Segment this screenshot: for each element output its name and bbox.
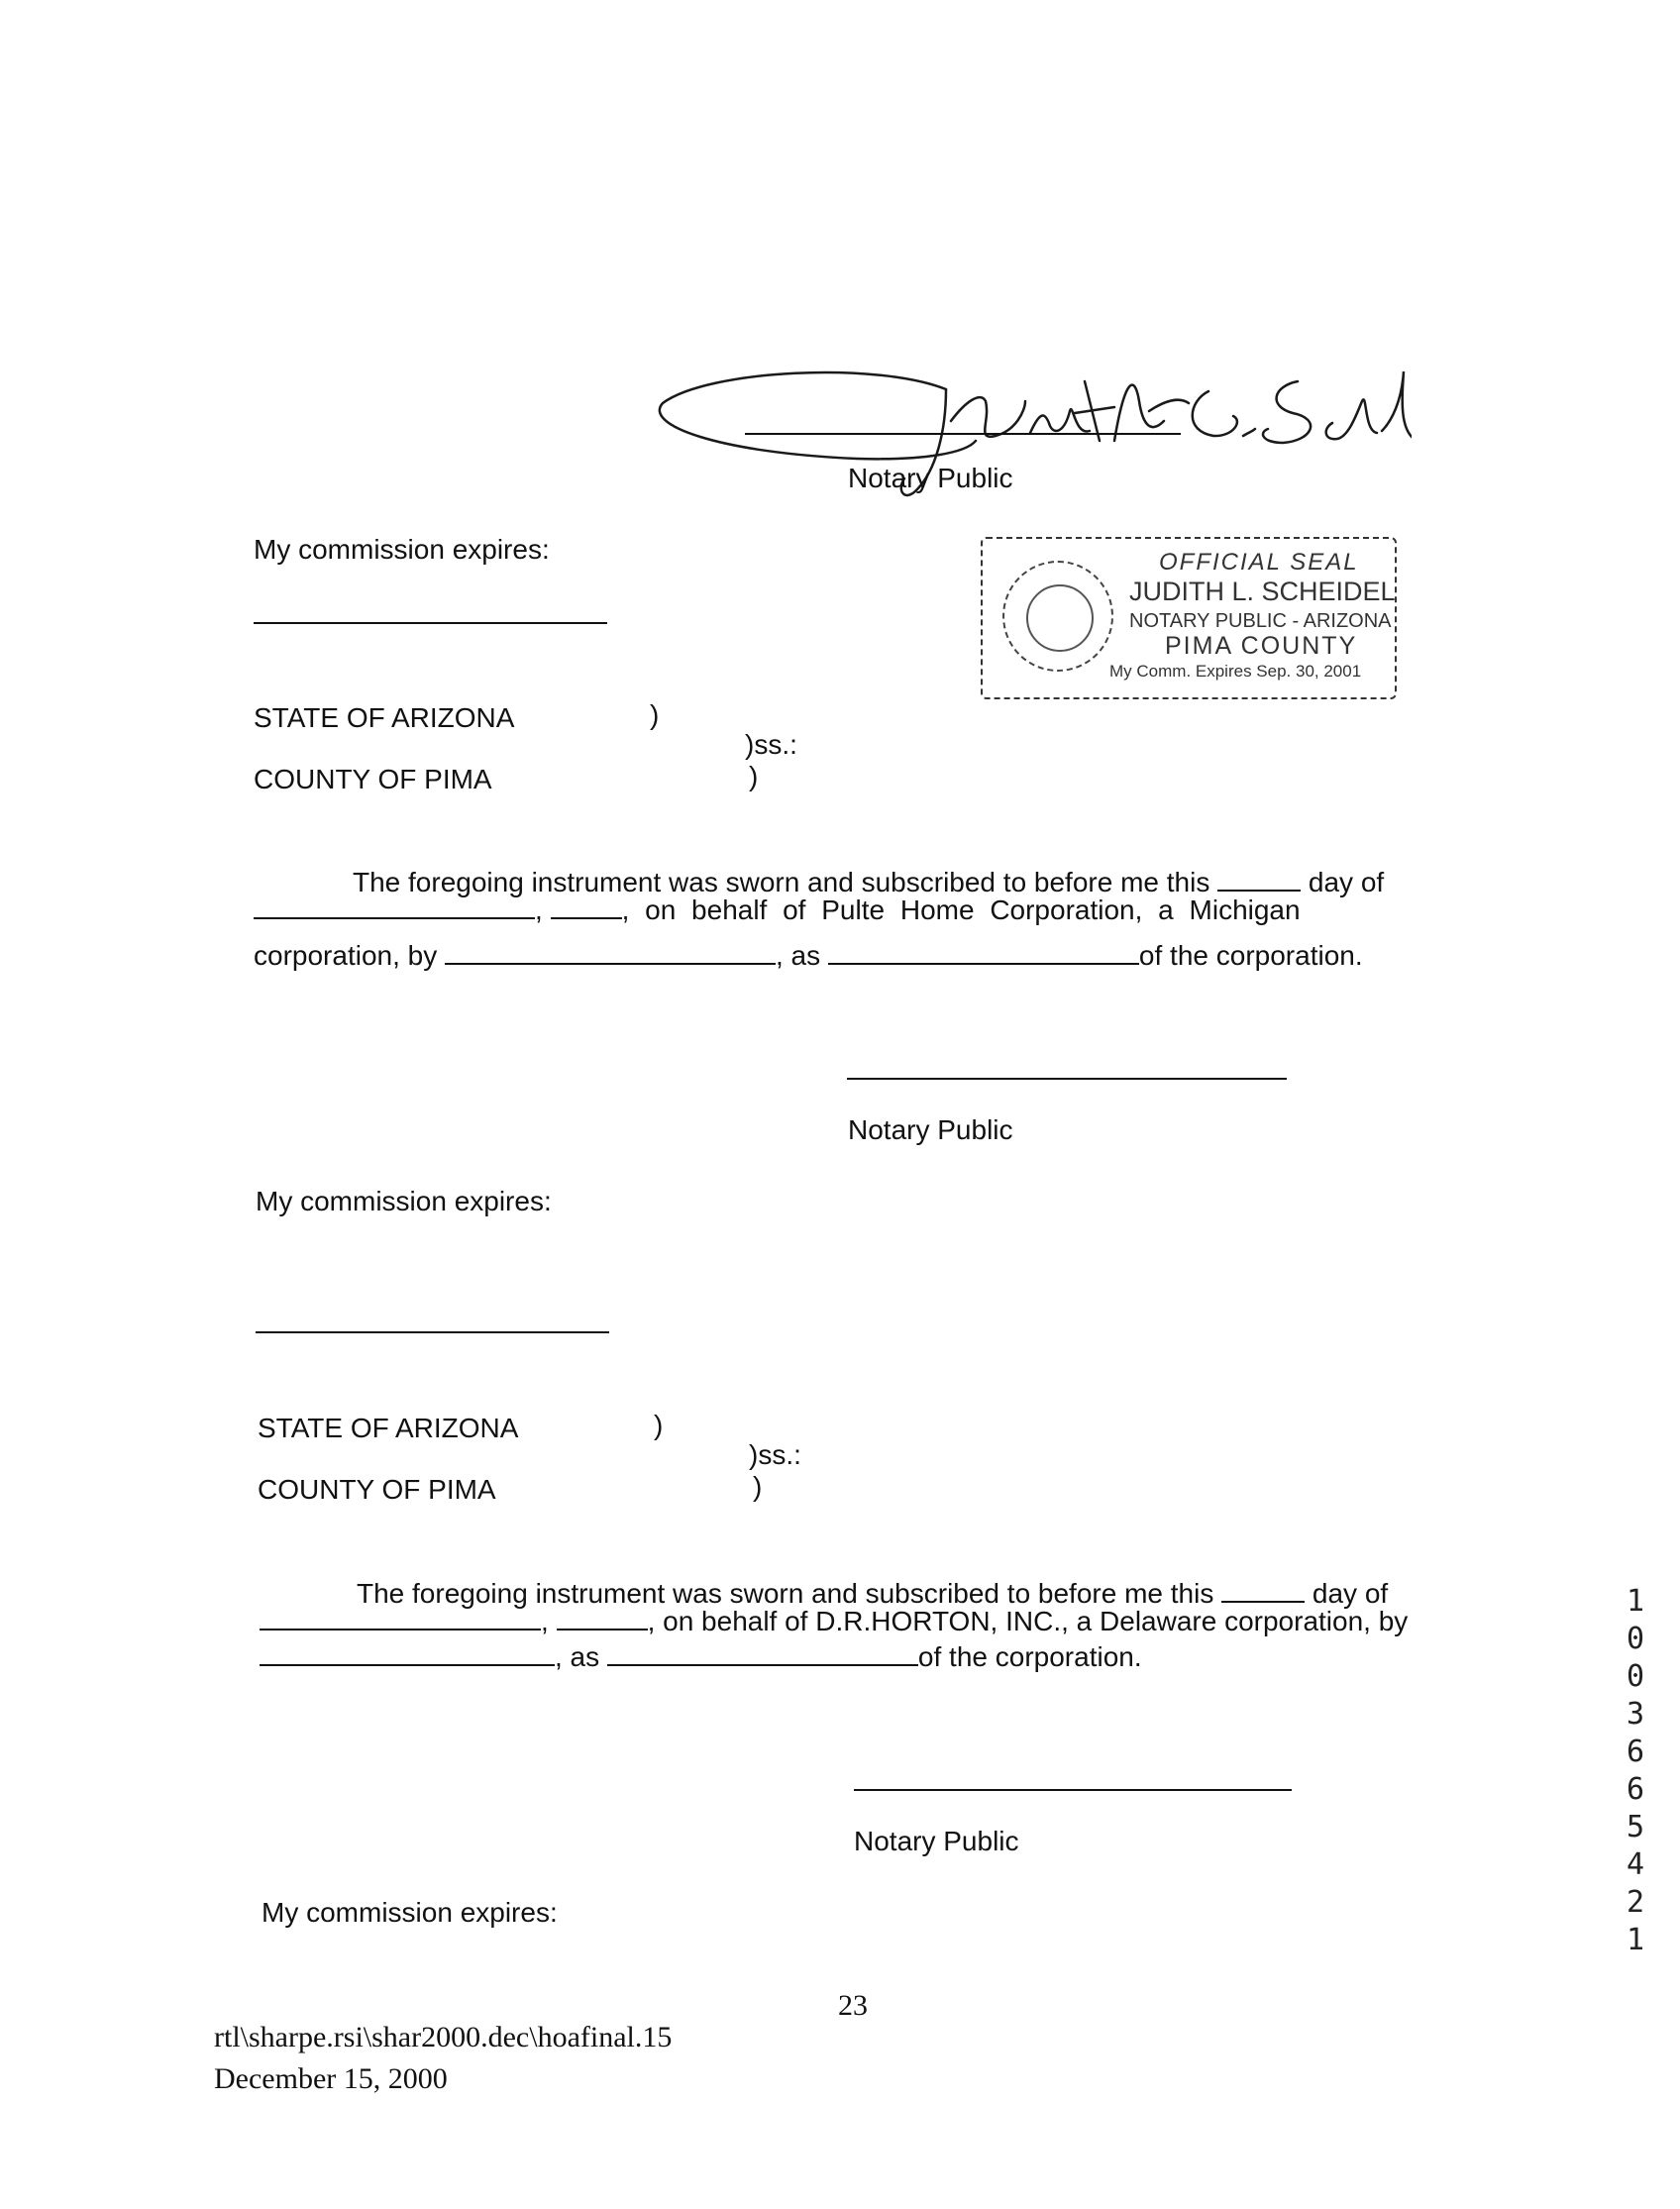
seal-line-1: OFFICIAL SEAL (1159, 549, 1359, 576)
state-paren-1: ) (650, 699, 660, 730)
day-blank-1 (1217, 866, 1301, 892)
document-number-stamp: 1003665421 (1626, 1584, 1645, 1957)
seal-emblem-icon (1002, 561, 1113, 672)
commission-expires-label: My commission expires: (254, 534, 550, 565)
state-label-2: STATE OF ARIZONA (258, 1413, 519, 1443)
oath-paragraph-2-line1: The foregoing instrument was sworn and subscribed to before me this day of (357, 1578, 1389, 1609)
page-number: 23 (838, 1989, 868, 2022)
signer-name-blank-1 (445, 939, 776, 965)
county-label-1: COUNTY OF PIMA (254, 764, 492, 794)
document-date: December 15, 2000 (214, 2062, 448, 2095)
file-path: rtl\sharpe.rsi\shar2000.dec\hoafinal.15 (214, 2021, 673, 2053)
oath-paragraph-2-line3: , as of the corporation. (260, 1640, 1142, 1674)
county-label-2: COUNTY OF PIMA (258, 1474, 496, 1505)
notary-public-label-2: Notary Public (848, 1114, 1013, 1145)
notary-public-label: Notary Public (848, 463, 1013, 493)
seal-line-5: My Comm. Expires Sep. 30, 2001 (1109, 662, 1362, 681)
oath-paragraph-2-line2: , , on behalf of D.R.HORTON, INC., a Delaware corporation, by (260, 1605, 1408, 1638)
seal-line-3: NOTARY PUBLIC - ARIZONA (1129, 610, 1392, 632)
signer-name-blank-2 (260, 1640, 555, 1666)
seal-line-2: JUDITH L. SCHEIDEL (1129, 577, 1396, 606)
state-label-1: STATE OF ARIZONA (254, 702, 515, 733)
notary-signature-line-2 (847, 1078, 1287, 1080)
notary-signature (649, 342, 1412, 505)
oath-paragraph-1-line2: , , on behalf of Pulte Home Corporation, a Michigan (254, 894, 1301, 927)
year-blank-2 (557, 1605, 648, 1630)
ss-label-1: )ss.: (745, 729, 797, 760)
signer-title-blank-1 (828, 939, 1139, 965)
official-seal-stamp (981, 537, 1397, 699)
day-blank-2 (1221, 1577, 1305, 1603)
county-paren-2: ) (753, 1471, 763, 1502)
month-blank-2 (260, 1605, 541, 1630)
oath-paragraph-1-line1: The foregoing instrument was sworn and subscribed to before me this day of (353, 867, 1385, 897)
signer-title-blank-2 (607, 1640, 918, 1666)
commission-expires-label-3: My commission expires: (262, 1897, 558, 1928)
seal-line-4: PIMA COUNTY (1165, 632, 1358, 660)
commission-expires-label-2: My commission expires: (256, 1186, 552, 1216)
commission-date-line (254, 622, 607, 624)
commission-date-line-2 (256, 1331, 609, 1333)
signature-line (745, 433, 1181, 435)
oath-paragraph-1-line3: corporation, by , as of the corporation. (254, 940, 1363, 971)
month-blank-1 (254, 894, 535, 919)
county-paren-1: ) (749, 761, 759, 791)
year-blank-1 (551, 894, 622, 919)
state-paren-2: ) (654, 1410, 664, 1440)
notary-public-label-3: Notary Public (854, 1826, 1019, 1856)
ss-label-2: )ss.: (749, 1439, 801, 1470)
notary-signature-line-3 (854, 1789, 1292, 1791)
